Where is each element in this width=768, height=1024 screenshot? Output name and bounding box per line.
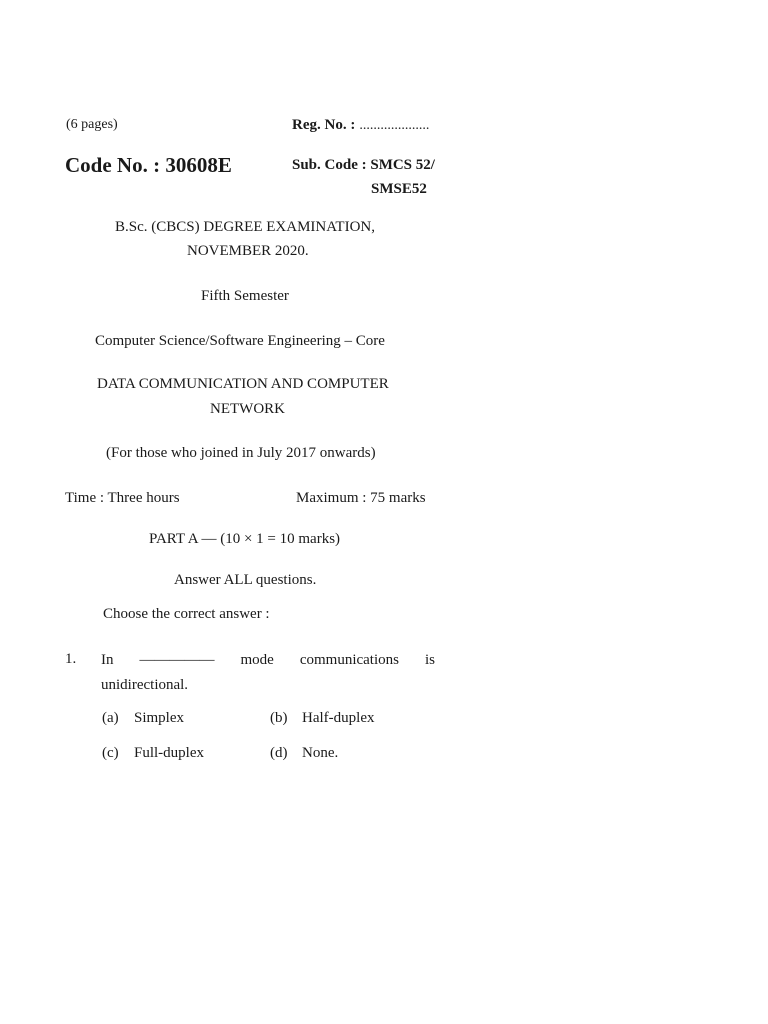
question-word: is <box>424 652 435 668</box>
reg-no-label: Reg. No. : <box>292 117 356 133</box>
reg-no <box>292 116 429 134</box>
option-b-text: Half-duplex <box>302 710 375 726</box>
option-d-letter: (d) <box>270 745 288 761</box>
subject-line1: DATA COMMUNICATION AND COMPUTER <box>97 376 389 392</box>
option-d-text: None. <box>302 745 339 761</box>
question-word: communications <box>299 652 399 668</box>
page-count: (6 pages) <box>66 117 118 132</box>
part-a-heading: PART A — (10 × 1 = 10 marks) <box>149 531 341 547</box>
option-c-letter: (c) <box>102 745 119 761</box>
reg-no-dots: .................... <box>359 118 430 133</box>
option-b-letter: (b) <box>270 710 288 726</box>
sub-code-line1: Sub. Code : SMCS 52/ <box>292 157 435 173</box>
option-a-text: Simplex <box>134 710 185 726</box>
part-a-instruction: Answer ALL questions. <box>174 572 317 588</box>
exam-title-line2: NOVEMBER 2020. <box>187 243 309 259</box>
semester: Fifth Semester <box>201 288 289 304</box>
question-line2: unidirectional. <box>101 677 189 693</box>
time-allowed: Time : Three hours <box>65 490 180 506</box>
maximum-marks: Maximum : 75 marks <box>296 490 426 506</box>
question-number: 1. <box>65 651 77 667</box>
question-line1 <box>101 648 435 673</box>
code-no: Code No. : 30608E <box>65 153 232 177</box>
batch-note: (For those who joined in July 2017 onwards) <box>106 445 376 461</box>
sub-code-line2: SMSE52 <box>371 181 427 197</box>
question-word: In <box>101 652 114 668</box>
part-a-sub-instruction: Choose the correct answer : <box>103 606 270 622</box>
option-c-text: Full-duplex <box>134 745 204 761</box>
question-word: mode <box>240 652 274 668</box>
question-text <box>101 648 435 698</box>
department: Computer Science/Software Engineering – Core <box>95 333 385 349</box>
option-a-letter: (a) <box>102 710 119 726</box>
subject-line2: NETWORK <box>210 401 285 417</box>
question-blank: ————— <box>139 652 215 668</box>
exam-title-line1: B.Sc. (CBCS) DEGREE EXAMINATION, <box>115 219 375 235</box>
